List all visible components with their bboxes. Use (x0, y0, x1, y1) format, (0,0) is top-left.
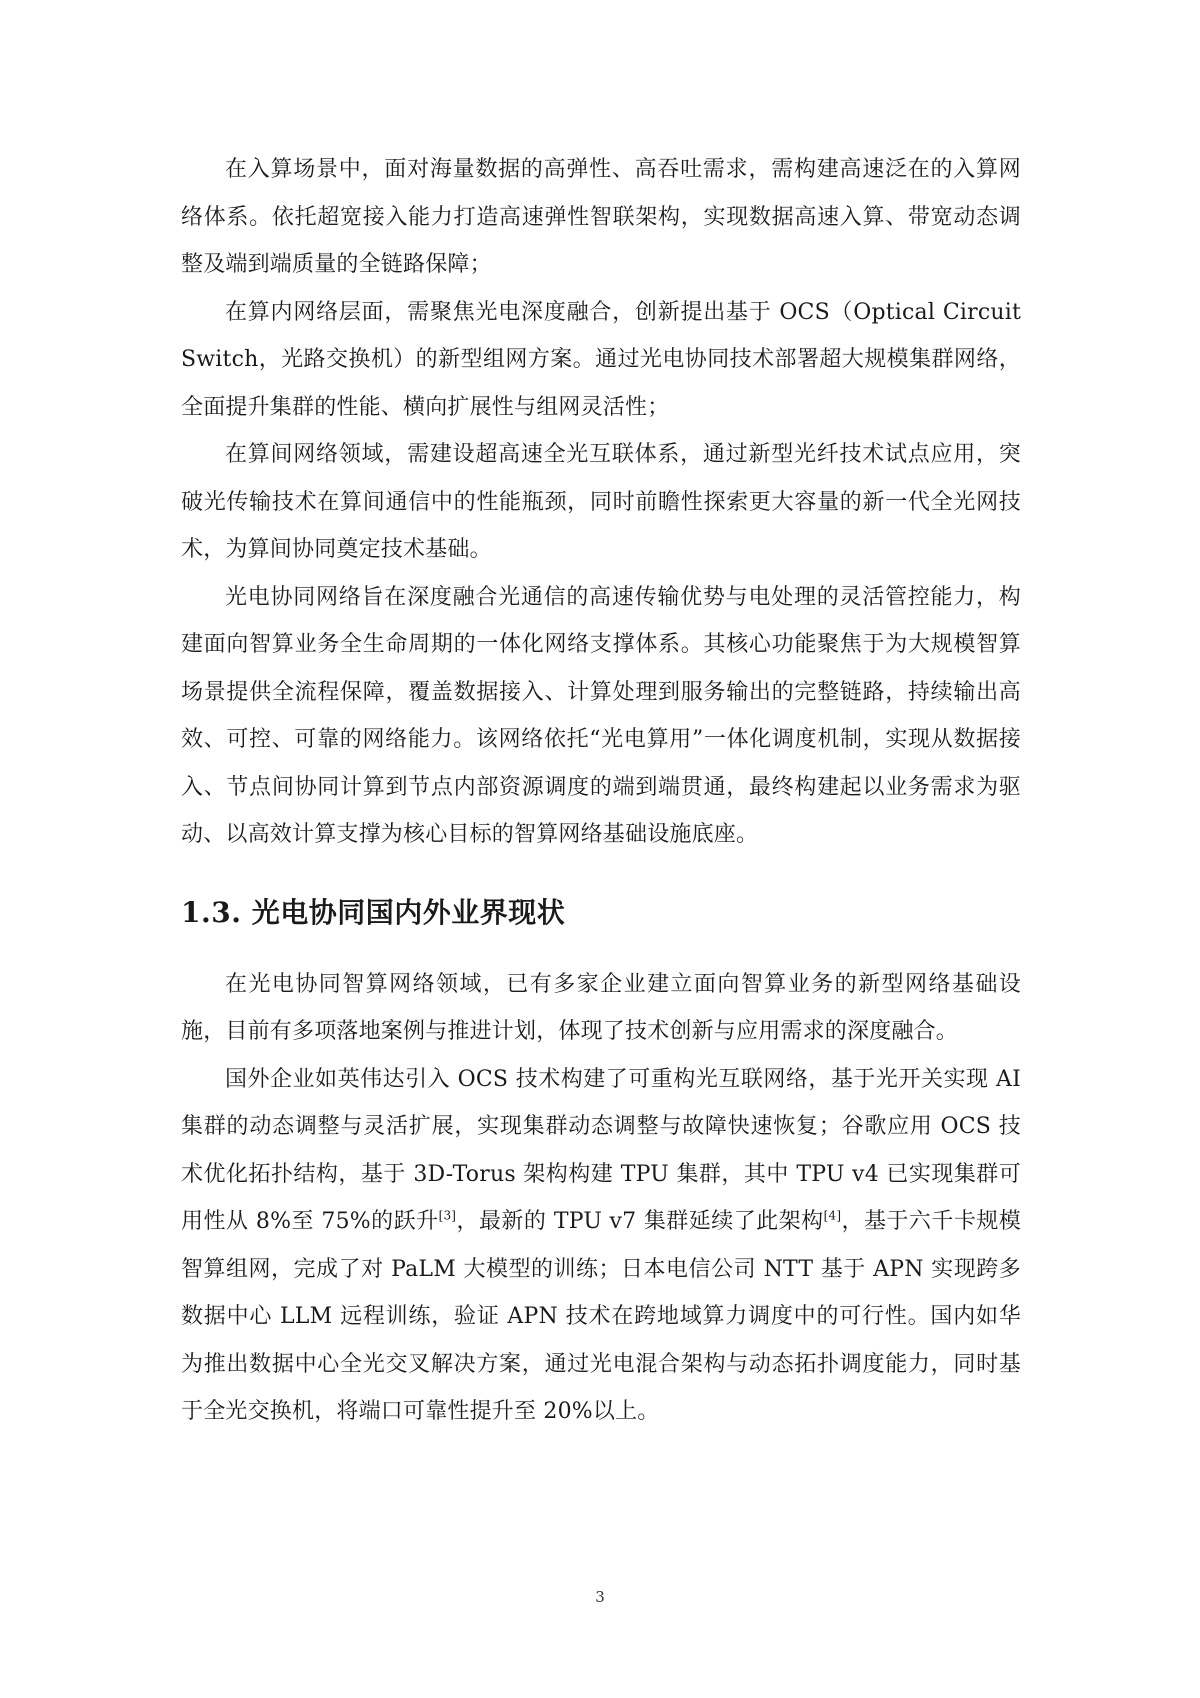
citation-4[interactable]: [4] (823, 1208, 842, 1223)
paragraph-industry-intro: 在光电协同智算网络领域，已有多家企业建立面向智算业务的新型网络基础设施，目前有多项落地案例与推进计划，体现了技术创新与应用需求的深度融合。 (181, 971, 1021, 1044)
industry-cases-text-1: 国外企业如英伟达引入 OCS 技术构建了可重构光互联网络，基于光开关实现 AI 集群的动态调整与灵活扩展，实现集群动态调整与故障快速恢复；谷歌应用 OCS 技术优化拓扑结构，基于 3D-Torus 架构构建 TPU 集群，其中 TPU v4 已实现集群可用性从 8%至 75%的跃升 (181, 1066, 1021, 1234)
section-heading: 1.3. 光电协同国内外业界现状 (181, 895, 566, 929)
page-number: 3 (595, 1588, 605, 1606)
paragraph-optoelectronic-network-overview: 光电协同网络旨在深度融合光通信的高速传输优势与电处理的灵活管控能力，构建面向智算业务全生命周期的一体化网络支撑体系。其核心功能聚焦于为大规模智算场景提供全流程保障，覆盖数据接入、计算处理到服务输出的完整链路，持续输出高效、可控、可靠的网络能力。该网络依托“光电算用”一体化调度机制，实现从数据接入、节点间协同计算到节点内部资源调度的端到端贯通，最终构建起以业务需求为驱动、以高效计算支撑为核心目标的智算网络基础设施底座。 (181, 584, 1021, 847)
industry-cases-text-2: ，最新的 TPU v7 集群延续了此架构 (456, 1209, 824, 1234)
paragraph-intra-compute-network: 在算内网络层面，需聚焦光电深度融合，创新提出基于 OCS（Optical Circuit Switch，光路交换机）的新型组网方案。通过光电协同技术部署超大规模集群网络，全面提升集群的性能、横向扩展性与组网灵活性； (181, 299, 1021, 420)
industry-cases-text-3: ，基于六千卡规模智算组网，完成了对 PaLM 大模型的训练；日本电信公司 NTT 基于 APN 实现跨多数据中心 LLM 远程训练，验证 APN 技术在跨地域算力调度中的可行性。国内如华为推出数据中心全光交叉解决方案，通过光电混合架构与动态拓扑调度能力，同时基于全光交换机，将端口可靠性提升至 20%以上。 (181, 1209, 1021, 1424)
page-content (181, 146, 1021, 1436)
paragraph-industry-cases (181, 1056, 1021, 1436)
paragraph-compute-ingress: 在入算场景中，面对海量数据的高弹性、高吞吐需求，需构建高速泛在的入算网络体系。依托超宽接入能力打造高速弹性智联架构，实现数据高速入算、带宽动态调整及端到端质量的全链路保障； (181, 157, 1021, 277)
citation-3[interactable]: [3] (438, 1208, 457, 1223)
paragraph-inter-compute-network: 在算间网络领域，需建设超高速全光互联体系，通过新型光纤技术试点应用，突破光传输技术在算间通信中的性能瓶颈，同时前瞻性探索更大容量的新一代全光网技术，为算间协同奠定技术基础。 (181, 442, 1021, 562)
